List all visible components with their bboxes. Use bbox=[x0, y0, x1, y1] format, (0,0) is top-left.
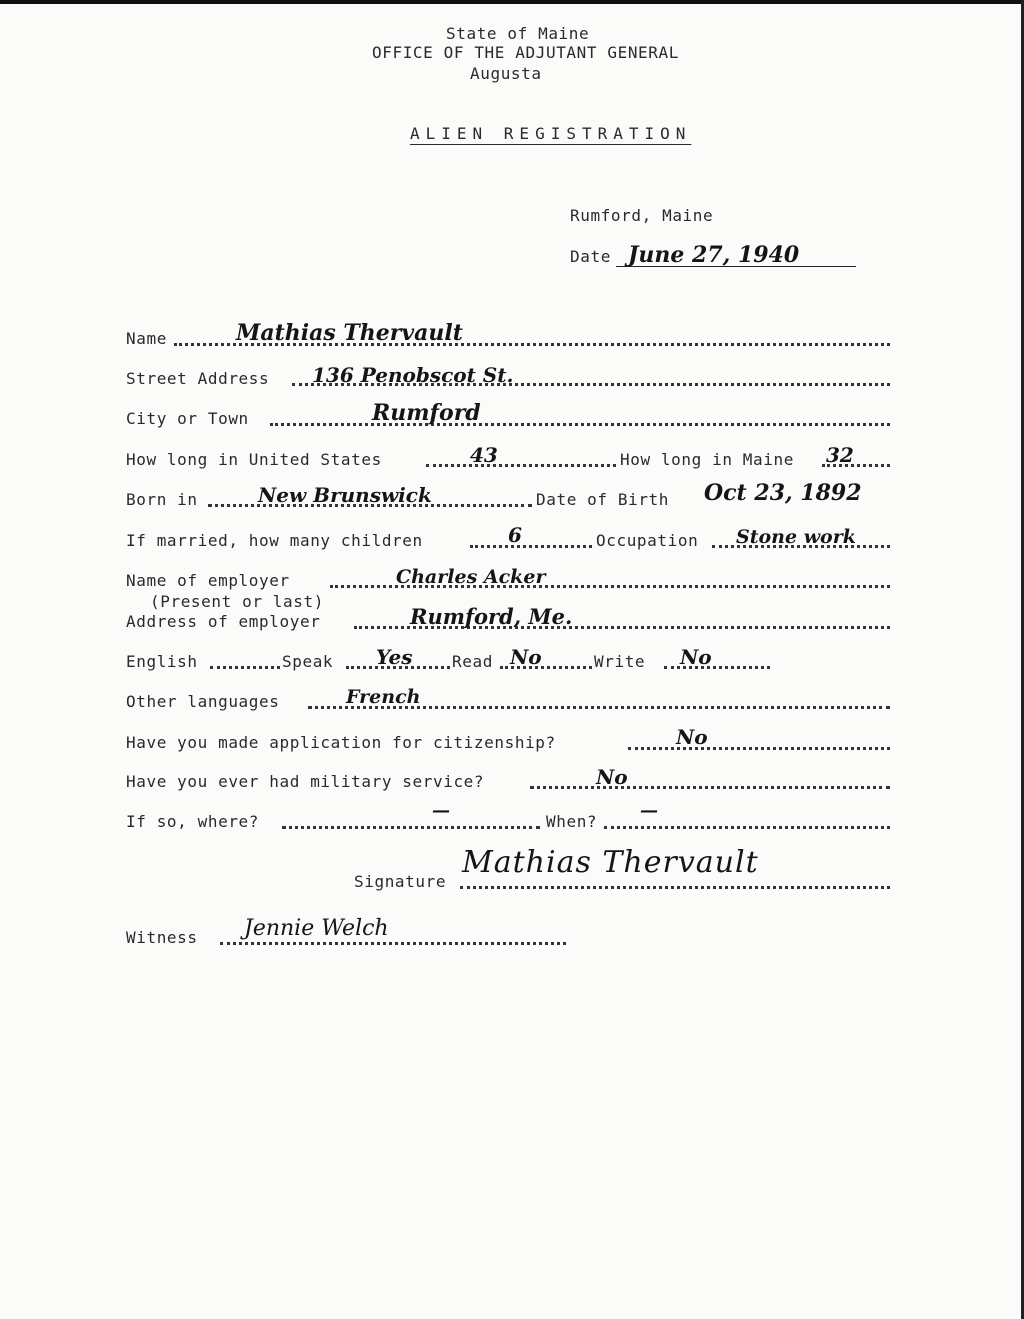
employer-address-label: Address of employer bbox=[126, 612, 321, 631]
where-value: — bbox=[432, 800, 450, 821]
speak-value: Yes bbox=[376, 645, 413, 669]
city-value: Rumford bbox=[372, 400, 481, 426]
employer-address-value: Rumford, Me. bbox=[410, 604, 573, 629]
children-label: If married, how many children bbox=[126, 531, 423, 550]
where-dots bbox=[282, 826, 540, 829]
date-value: June 27, 1940 bbox=[628, 242, 800, 268]
other-languages-label: Other languages bbox=[126, 692, 280, 711]
signature-value: Mathias Thervault bbox=[462, 845, 759, 880]
us-years-value: 43 bbox=[470, 443, 498, 467]
born-in-label: Born in bbox=[126, 490, 198, 509]
witness-label: Witness bbox=[126, 928, 198, 947]
military-dots bbox=[530, 786, 890, 789]
us-years-label: How long in United States bbox=[126, 450, 382, 469]
when-value: — bbox=[640, 800, 658, 821]
maine-years-value: 32 bbox=[826, 443, 854, 467]
employer-value: Charles Acker bbox=[396, 566, 546, 588]
location-text: Rumford, Maine bbox=[570, 206, 714, 225]
read-label: Read bbox=[452, 652, 493, 671]
occupation-label: Occupation bbox=[596, 531, 699, 550]
born-in-value: New Brunswick bbox=[258, 483, 432, 507]
header-state: State of Maine bbox=[446, 24, 590, 43]
employer-label: Name of employer bbox=[126, 571, 290, 590]
us-years-dots bbox=[426, 464, 616, 467]
children-value: 6 bbox=[508, 523, 522, 547]
citizenship-label: Have you made application for citizenship? bbox=[126, 733, 556, 752]
document-title: ALIEN REGISTRATION bbox=[410, 124, 692, 143]
english-label: English bbox=[126, 652, 198, 671]
read-value: No bbox=[510, 645, 542, 669]
citizenship-dots bbox=[628, 747, 890, 750]
when-dots bbox=[604, 826, 890, 829]
military-value: No bbox=[596, 765, 628, 789]
where-label: If so, where? bbox=[126, 812, 260, 831]
name-label: Name bbox=[126, 329, 167, 348]
write-value: No bbox=[680, 645, 712, 669]
street-value: 136 Penobscot St. bbox=[312, 363, 514, 387]
when-label: When? bbox=[546, 812, 598, 831]
name-value: Mathias Thervault bbox=[236, 320, 463, 346]
dob-value: Oct 23, 1892 bbox=[704, 480, 862, 506]
children-dots bbox=[470, 545, 592, 548]
maine-years-label: How long in Maine bbox=[620, 450, 794, 469]
street-label: Street Address bbox=[126, 369, 270, 388]
occupation-value: Stone work bbox=[736, 526, 856, 548]
military-label: Have you ever had military service? bbox=[126, 772, 485, 791]
header-city: Augusta bbox=[470, 64, 542, 83]
write-label: Write bbox=[594, 652, 646, 671]
header-office: OFFICE OF THE ADJUTANT GENERAL bbox=[372, 43, 679, 62]
city-label: City or Town bbox=[126, 409, 249, 428]
signature-dots bbox=[460, 886, 890, 889]
witness-dots bbox=[220, 942, 566, 945]
speak-label: Speak bbox=[282, 652, 334, 671]
other-languages-value: French bbox=[346, 686, 421, 708]
city-dots bbox=[270, 423, 890, 426]
citizenship-value: No bbox=[676, 725, 708, 749]
scan-edge-top bbox=[0, 0, 1024, 4]
dob-label: Date of Birth bbox=[536, 490, 670, 509]
english-dots bbox=[210, 666, 280, 669]
witness-value: Jennie Welch bbox=[244, 916, 389, 941]
signature-label: Signature bbox=[354, 872, 447, 891]
employer-sublabel: (Present or last) bbox=[150, 592, 324, 611]
date-label: Date bbox=[570, 247, 611, 266]
